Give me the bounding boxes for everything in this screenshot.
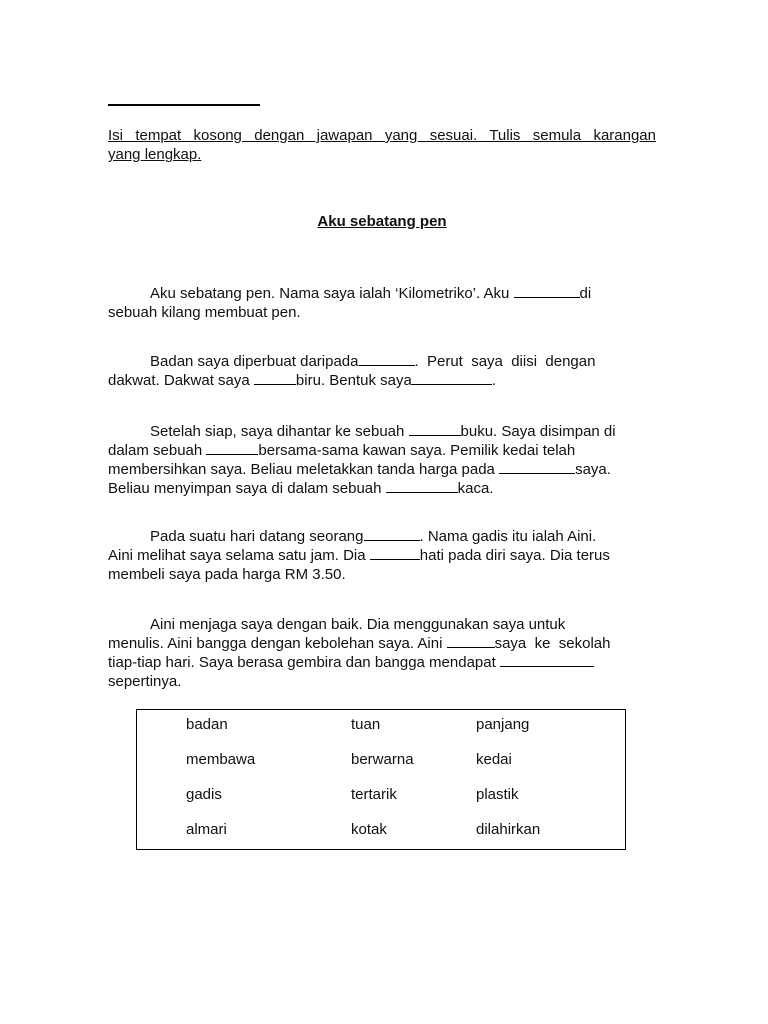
text-segment: Pada suatu hari datang seorang: [150, 528, 364, 545]
text-segment: . Nama gadis itu ialah Aini.: [419, 528, 597, 545]
answer-blank[interactable]: [359, 352, 415, 366]
instruction-line-1: Isi tempat kosong dengan jawapan yang sesuai. Tulis semula karangan: [108, 127, 656, 144]
text-segment: kaca.: [457, 480, 494, 497]
text-segment: .: [491, 372, 496, 389]
paragraph-line: [108, 303, 656, 322]
answer-blank[interactable]: [254, 371, 296, 385]
paragraph-line: [108, 441, 656, 460]
paragraph-line: [108, 615, 656, 634]
word-bank-item: dilahirkan: [476, 821, 541, 838]
text-segment: menulis. Aini bangga dengan kebolehan saya. Aini: [108, 635, 447, 652]
paragraph-line: [108, 634, 656, 653]
text-segment: hati pada diri saya. Dia terus: [419, 547, 610, 564]
text-segment: dakwat. Dakwat saya: [108, 372, 254, 389]
paragraph-5: [108, 615, 656, 691]
text-segment: bersama-sama kawan saya. Pemilik kedai telah: [258, 442, 576, 459]
paragraph-4: [108, 527, 656, 584]
text-segment: Aini melihat saya selama satu jam. Dia: [108, 547, 370, 564]
text-segment: Badan saya diperbuat daripada: [150, 353, 359, 370]
answer-blank[interactable]: [447, 634, 495, 648]
answer-blank[interactable]: [409, 422, 461, 436]
text-segment: Beliau menyimpan saya di dalam sebuah: [108, 480, 386, 497]
word-bank-item: kotak: [351, 821, 387, 838]
answer-blank[interactable]: [364, 527, 420, 541]
text-segment: Setelah siap, saya dihantar ke sebuah: [150, 423, 409, 440]
paragraph-line: [108, 422, 656, 441]
text-segment: saya ke sekolah: [494, 635, 611, 652]
text-segment: di: [579, 285, 592, 302]
name-underline: [108, 104, 260, 106]
answer-blank[interactable]: [500, 653, 594, 667]
text-segment: biru. Bentuk saya: [295, 372, 412, 389]
paragraph-2: [108, 352, 656, 390]
answer-blank[interactable]: [206, 441, 258, 455]
word-bank-item: berwarna: [351, 751, 414, 768]
word-bank-item: almari: [186, 821, 227, 838]
answer-blank[interactable]: [499, 460, 575, 474]
text-segment: Aini menjaga saya dengan baik. Dia menggunakan saya untuk: [150, 616, 566, 633]
text-segment: sepertinya.: [108, 673, 182, 690]
word-bank-box: [136, 709, 626, 850]
text-segment: dalam sebuah: [108, 442, 207, 459]
paragraph-line: [108, 460, 656, 479]
word-bank-item: tertarik: [351, 786, 397, 803]
paragraph-1: [108, 284, 656, 322]
text-segment: buku. Saya disimpan di: [460, 423, 616, 440]
text-segment: tiap-tiap hari. Saya berasa gembira dan bangga mendapat: [108, 654, 500, 671]
text-segment: . Perut saya diisi dengan: [414, 353, 596, 370]
paragraph-line: [108, 527, 656, 546]
word-bank-item: badan: [186, 716, 228, 733]
answer-blank[interactable]: [370, 546, 420, 560]
word-bank-item: membawa: [186, 751, 256, 768]
answer-blank[interactable]: [386, 479, 458, 493]
paragraph-line: [108, 371, 656, 390]
text-segment: Aku sebatang pen. Nama saya ialah ‘Kilometriko’. Aku: [150, 285, 514, 302]
text-segment: sebuah kilang membuat pen.: [108, 304, 301, 321]
paragraph-line: [108, 284, 656, 303]
text-segment: membeli saya pada harga RM 3.50.: [108, 566, 346, 583]
word-bank-item: kedai: [476, 751, 512, 768]
text-segment: saya.: [575, 461, 611, 478]
word-bank-item: tuan: [351, 716, 381, 733]
word-bank-item: gadis: [186, 786, 222, 803]
answer-blank[interactable]: [412, 371, 492, 385]
paragraph-line: [108, 565, 656, 584]
instruction-line-2: yang lengkap.: [108, 146, 202, 163]
paragraph-line: [108, 546, 656, 565]
paragraph-3: [108, 422, 656, 498]
paragraph-line: [108, 672, 656, 691]
paragraph-line: [108, 653, 656, 672]
word-bank-item: panjang: [476, 716, 530, 733]
paragraph-line: [108, 479, 656, 498]
instruction-text: [108, 126, 656, 164]
paragraph-line: [108, 352, 656, 371]
answer-blank[interactable]: [514, 284, 580, 298]
text-segment: membersihkan saya. Beliau meletakkan tanda harga pada: [108, 461, 500, 478]
page-title: Aku sebatang pen: [317, 213, 447, 230]
word-bank-item: plastik: [476, 786, 519, 803]
